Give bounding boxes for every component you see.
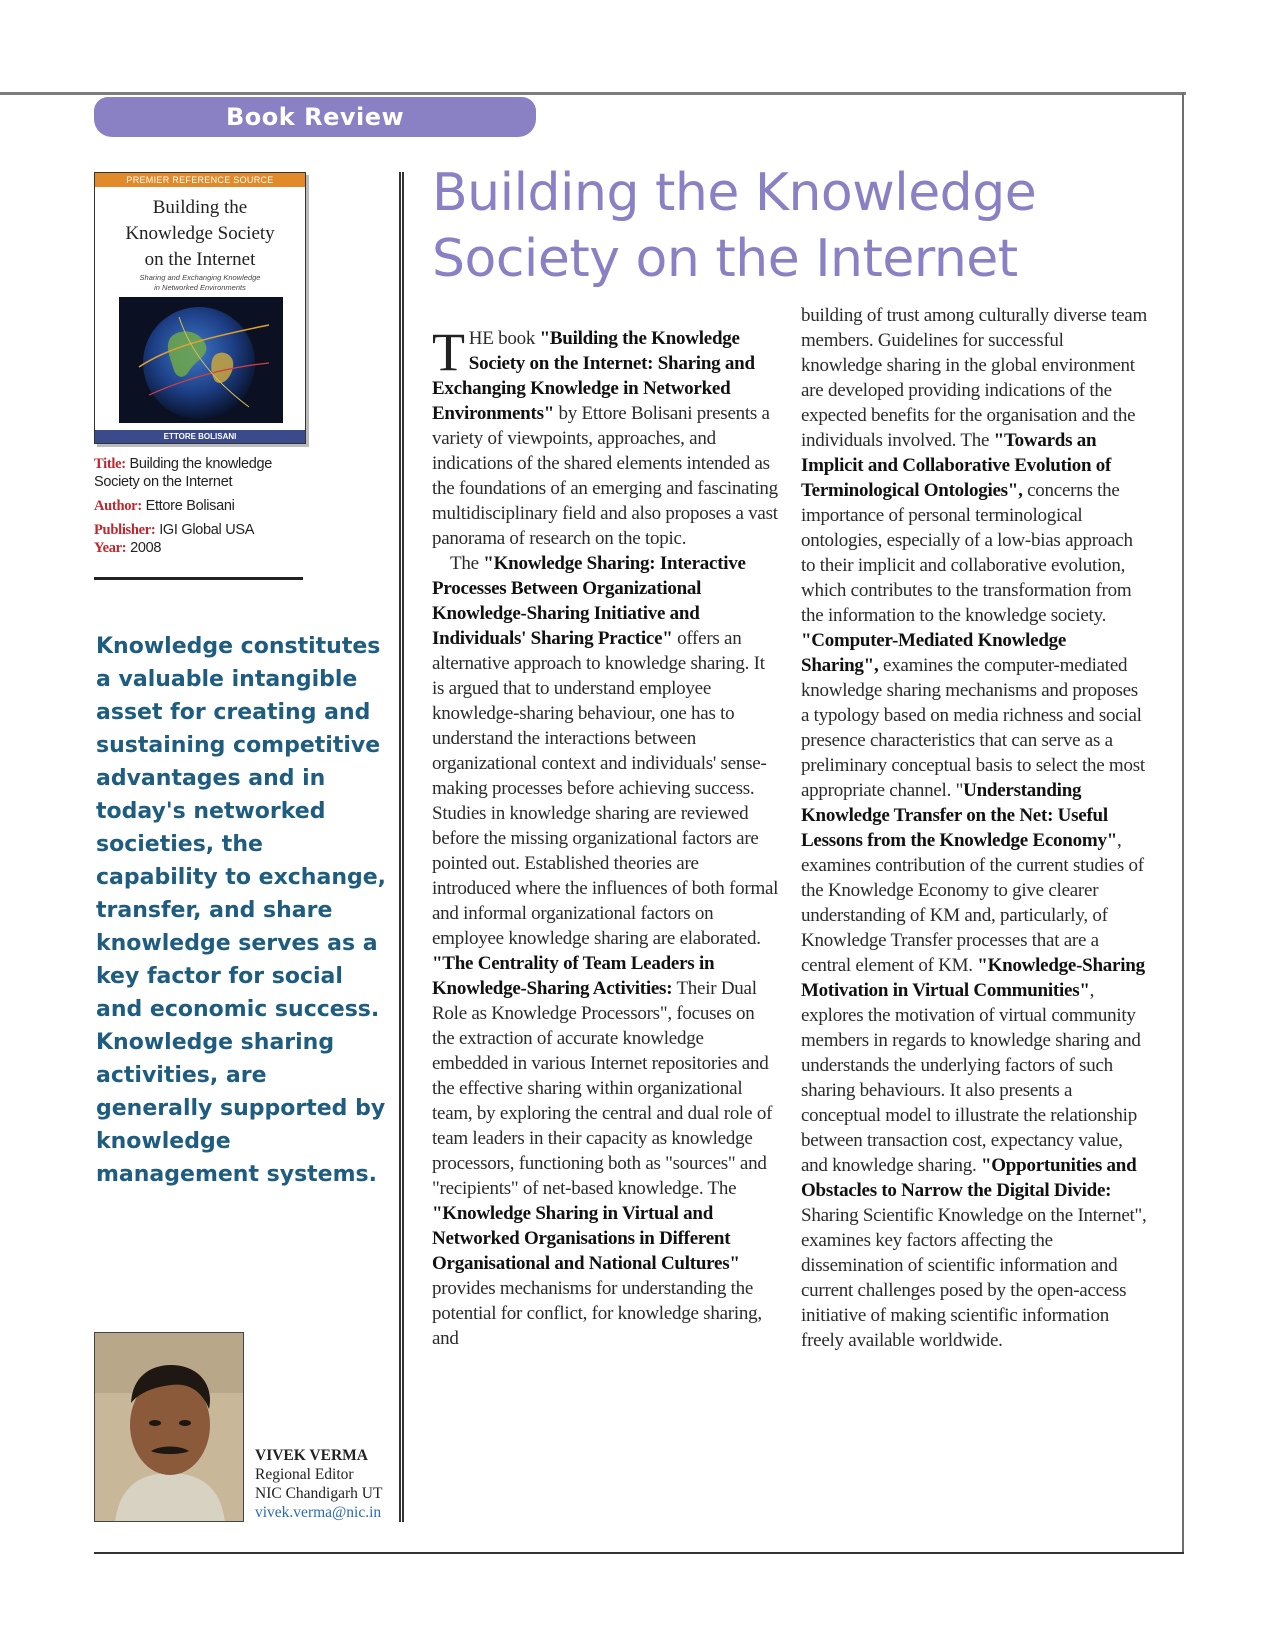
cover-subtitle-line: in Networked Environments	[154, 283, 246, 292]
text-run: , explores the motivation of virtual community members in regards to knowledge sharing and understands the underlying factors of such sharing behaviours. It also presents a conceptual model to illustrate the relationship between transaction cost, expectancy value, and knowledge sharing.	[801, 980, 1141, 1176]
article-column-2	[801, 303, 1147, 1353]
cover-title-line: Building the	[152, 197, 248, 218]
text-run: Sharing Scientific Knowledge on the Internet", examines key factors affecting the dissemination of scientific information and current challenges posed by the open-access initiative of making scientific information freely available worldwide.	[801, 1205, 1147, 1351]
right-rule	[1182, 92, 1184, 1554]
globe-image	[119, 297, 283, 423]
author-label: Author:	[94, 498, 142, 514]
book-title-ref: "Building the Knowledge Society on the Internet: Sharing and Exchanging Knowledge in Networked Environments"	[432, 328, 755, 424]
drop-cap: T	[432, 322, 465, 382]
cover-subtitle-line: Sharing and Exchanging Knowledge	[139, 273, 261, 282]
cover-author: ETTORE BOLISANI	[95, 430, 305, 443]
chapter-title: "Knowledge Sharing: Interactive Processes Between Organizational Knowledge-Sharing Initiative and Individuals' Sharing Practice"	[432, 553, 746, 649]
article-column-1	[432, 322, 780, 1351]
chapter-title: "Knowledge-Sharing Motivation in Virtual Communities"	[801, 955, 1145, 1001]
book-author: Ettore Bolisani	[145, 498, 235, 514]
bottom-rule	[94, 1552, 1184, 1554]
top-rule	[0, 92, 1186, 95]
year-label: Year:	[94, 540, 127, 556]
cover-banner: PREMIER REFERENCE SOURCE	[95, 173, 305, 187]
book-year-row	[94, 539, 304, 557]
paragraph	[432, 322, 780, 551]
book-title: Building the knowledge Society on the Internet	[94, 456, 273, 490]
globe-graphic	[119, 297, 283, 423]
title-label: Title:	[94, 456, 126, 472]
reviewer-role: Regional Editor	[255, 1466, 354, 1483]
publisher-label: Publisher:	[94, 522, 156, 538]
pull-quote: Knowledge constitutes a valuable intangible asset for creating and sustaining competitive advantages and in today's networked societies, the capability to exchange, transfer, and share knowledge serves as a key factor for social and economic success. Knowledge sharing activities, are generally supported by knowledge management systems.	[96, 634, 387, 1187]
chapter-title: "Opportunities and Obstacles to Narrow the Digital Divide:	[801, 1155, 1137, 1201]
cover-subtitle	[95, 273, 305, 293]
reviewer-photo	[94, 1332, 244, 1522]
reviewer-portrait	[95, 1333, 244, 1522]
text-run: The	[450, 553, 484, 574]
book-title-row	[94, 455, 304, 491]
book-year: 2008	[130, 540, 162, 556]
chapter-title: "Knowledge Sharing in Virtual and Networked Organisations in Different Organisational and National Cultures"	[432, 1203, 740, 1274]
cover-title-line: Knowledge Society	[125, 223, 275, 244]
paragraph	[801, 303, 1147, 1353]
chapter-title: Understanding Knowledge Transfer on the Net: Useful Lessons from the Knowledge Economy"	[801, 780, 1118, 851]
column-divider	[399, 172, 404, 1522]
reviewer-info	[255, 1446, 395, 1522]
chapter-title: "The Centrality of Team Leaders in Knowledge-Sharing Activities:	[432, 953, 715, 999]
book-author-row	[94, 497, 304, 515]
chapter-title: "Towards an Implicit and Collaborative Evolution of Terminological Ontologies",	[801, 430, 1112, 501]
text-run: building of trust among culturally diverse team members. Guidelines for successful knowledge sharing in the global environment are developed providing indications of the expected benefits for the organisation and the individuals involved. The	[801, 305, 1148, 451]
reviewer-name: VIVEK VERMA	[255, 1447, 368, 1464]
info-divider	[94, 577, 303, 580]
article-headline: Building the Knowledge Society on the Internet	[432, 163, 1037, 289]
section-label: Book Review	[94, 97, 536, 137]
cover-title	[95, 195, 305, 273]
book-cover	[94, 172, 306, 444]
text-run: provides mechanisms for understanding the potential for conflict, for knowledge sharing, and	[432, 1278, 762, 1349]
text-run: concerns the importance of personal terminological ontologies, especially of a low-bias approach to their implicit and collaborative evolution, which contributes to the transformation from the information to the knowledge society.	[801, 480, 1133, 626]
text-run: offers an alternative approach to knowledge sharing. It is argued that to understand employee knowledge-sharing behaviour, one has to understand the interactions between organizational context and individuals' sense-making processes before achieving success. Studies in knowledge sharing are reviewed before the missing organizational factors are pointed out. Established theories are introduced where the influences of both formal and informal organizational factors on employee knowledge sharing are elaborated.	[432, 628, 779, 949]
paragraph	[432, 551, 780, 1351]
text-run: , examines contribution of the current studies of the Knowledge Economy to give clearer understanding of KM and, particularly, of Knowledge Transfer processes that are a central element of KM.	[801, 830, 1144, 976]
text-run: Their Dual Role as Knowledge Processors", focuses on the extraction of accurate knowledge embedded in various Internet repositories and the effective sharing within organizational team, by exploring the central and dual role of team leaders in their capacity as knowledge processors, functioning both as "sources" and "recipients" of net-based knowledge. The	[432, 978, 773, 1199]
text-run: HE book	[468, 328, 540, 349]
book-publisher: IGI Global USA	[159, 522, 255, 538]
reviewer-org: NIC Chandigarh UT	[255, 1485, 383, 1502]
reviewer-email[interactable]: vivek.verma@nic.in	[255, 1504, 382, 1521]
book-info	[94, 455, 304, 563]
text-run: by Ettore Bolisani presents a variety of viewpoints, approaches, and indications of the shared elements intended as the foundations of an emerging and fascinating multidisciplinary field and also proposes a vast panorama of research on the topic.	[432, 403, 778, 549]
chapter-title: "Computer-Mediated Knowledge Sharing",	[801, 630, 1067, 676]
text-run: examines the computer-mediated knowledge sharing mechanisms and proposes a typology based on media richness and social presence characteristics that can serve as a preliminary conceptual basis to select the most appropriate channel. "	[801, 655, 1145, 801]
cover-title-line: on the Internet	[144, 249, 256, 270]
book-publisher-row	[94, 521, 304, 539]
